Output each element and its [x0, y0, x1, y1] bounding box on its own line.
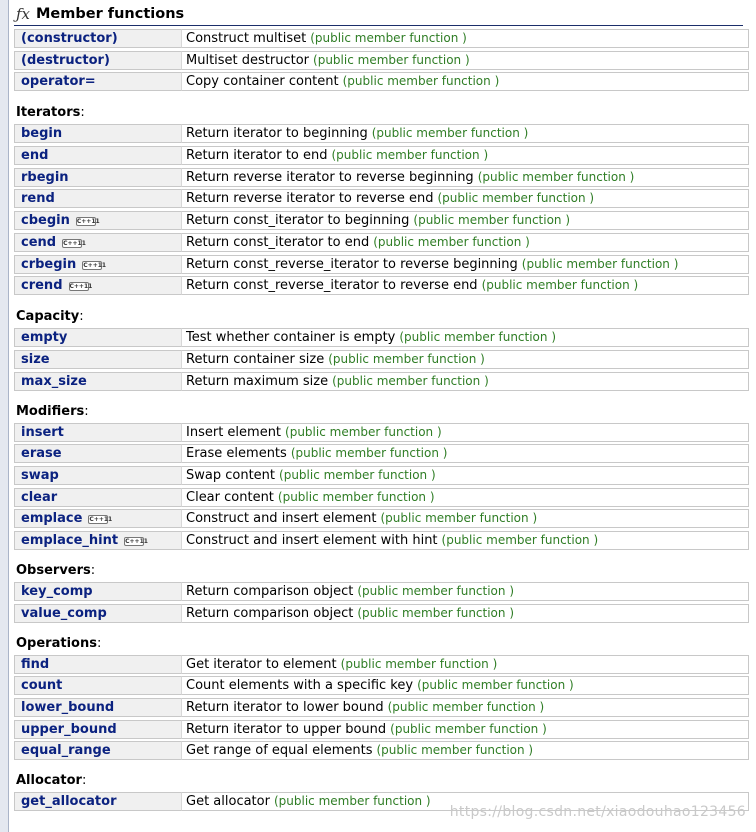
- group-title-text: Modifiers: [16, 403, 85, 419]
- description-text: Return iterator to lower bound: [186, 700, 384, 716]
- function-name-text[interactable]: erase: [21, 446, 62, 462]
- function-name-link[interactable]: [14, 509, 181, 528]
- function-name-text[interactable]: begin: [21, 126, 63, 142]
- group-iterators: [14, 105, 749, 295]
- group-title: [16, 563, 749, 579]
- cpp11-badge-icon: C++11: [69, 283, 93, 291]
- function-name-link[interactable]: [14, 168, 181, 187]
- public-member-function-tag: (public member function ): [417, 678, 574, 693]
- function-name-link[interactable]: [14, 604, 181, 623]
- public-member-function-tag: (public member function ): [413, 213, 571, 228]
- function-description: [181, 720, 749, 739]
- group-title-colon: :: [80, 105, 85, 121]
- function-name-link[interactable]: [14, 146, 181, 165]
- function-name-link[interactable]: [14, 444, 181, 463]
- public-member-function-tag: (public member function ): [342, 74, 500, 89]
- group-capacity: [14, 309, 749, 390]
- member-functions-table: [14, 29, 749, 814]
- group-title: [16, 773, 749, 789]
- group-title-text: Allocator: [16, 773, 82, 789]
- group-title-colon: :: [79, 309, 84, 325]
- function-name-text[interactable]: equal_range: [21, 743, 111, 759]
- public-member-function-tag: (public member function ): [340, 656, 498, 671]
- public-member-function-tag: (public member function ): [380, 511, 538, 526]
- function-name-link[interactable]: [14, 655, 181, 674]
- function-name-link[interactable]: [14, 29, 181, 48]
- description-text: Return comparison object: [186, 605, 354, 621]
- description-text: Return reverse iterator to reverse end: [186, 191, 434, 207]
- function-name-text[interactable]: lower_bound: [21, 700, 115, 716]
- table-row: [14, 466, 749, 485]
- table-row: [14, 328, 749, 347]
- function-name-link[interactable]: [14, 423, 181, 442]
- cpp11-badge-icon: C++11: [125, 538, 148, 545]
- function-name-link[interactable]: [14, 582, 181, 601]
- group-title-colon: :: [81, 773, 87, 789]
- function-name-text[interactable]: operator=: [21, 74, 96, 90]
- public-member-function-tag: (public member function ): [357, 584, 515, 598]
- public-member-function-tag: (public member function ): [390, 721, 547, 736]
- description-text: Test whether container is empty: [186, 330, 396, 346]
- function-description: [181, 233, 749, 252]
- description-text: Return iterator to end: [186, 148, 328, 164]
- function-name-text[interactable]: key_comp: [21, 584, 93, 599]
- function-description: [181, 676, 749, 695]
- function-description: [181, 189, 749, 208]
- table-row: [14, 604, 749, 623]
- fx-icon: ƒx: [16, 5, 31, 23]
- table-row: [14, 444, 749, 463]
- description-text: Count elements with a specific key: [186, 678, 414, 694]
- table-row: [14, 211, 749, 230]
- table-row: [14, 676, 749, 695]
- public-member-function-tag: (public member function ): [376, 743, 534, 758]
- function-name-link[interactable]: [14, 255, 181, 274]
- table-row: [14, 509, 749, 528]
- function-description: [181, 146, 749, 165]
- function-description: [181, 328, 749, 347]
- function-name-text[interactable]: crbegin: [21, 256, 77, 272]
- function-name-link[interactable]: [14, 233, 181, 252]
- table-row: [14, 531, 749, 550]
- description-text: Return const_iterator to end: [186, 234, 370, 250]
- table-row: [14, 255, 749, 274]
- function-name-link[interactable]: [14, 466, 181, 485]
- function-description: [181, 168, 749, 187]
- function-name-text[interactable]: (constructor): [21, 31, 118, 46]
- public-member-function-tag: (public member function ): [310, 31, 467, 45]
- description-text: Return comparison object: [186, 584, 354, 599]
- description-text: Multiset destructor: [186, 52, 310, 68]
- public-member-function-tag: (public member function ): [481, 278, 639, 293]
- function-description: [181, 741, 749, 760]
- public-member-function-tag: (public member function ): [387, 700, 545, 715]
- description-text: Return const_iterator to beginning: [186, 213, 410, 229]
- table-row: [14, 582, 749, 601]
- function-description: [181, 582, 749, 601]
- function-name-link[interactable]: [14, 676, 181, 695]
- function-name-text[interactable]: swap: [21, 467, 59, 483]
- description-text: Return const_reverse_iterator to reverse beginning: [186, 256, 518, 272]
- cpp11-badge-icon: C++11: [89, 516, 113, 524]
- group-title-text: Operations: [16, 635, 97, 651]
- public-member-function-tag: (public member function ): [279, 467, 436, 482]
- public-member-function-tag: (public member function ): [331, 148, 489, 163]
- function-description: [181, 29, 749, 48]
- public-member-function-tag: (public member function ): [437, 191, 595, 206]
- public-member-function-tag: (public member function ): [313, 52, 470, 67]
- group-observers: [14, 563, 749, 623]
- table-row: [14, 72, 749, 91]
- function-description: [181, 276, 749, 295]
- function-name-text[interactable]: size: [21, 351, 50, 367]
- table-row: [14, 189, 749, 208]
- public-member-function-tag: (public member function ): [373, 234, 530, 249]
- function-description: [181, 255, 749, 274]
- table-row: [14, 720, 749, 739]
- group-title: [16, 636, 749, 652]
- description-text: Construct and insert element with hint: [186, 533, 438, 548]
- function-description: [181, 423, 749, 442]
- function-description: [181, 604, 749, 623]
- function-name-link[interactable]: [14, 372, 181, 391]
- function-description: [181, 72, 749, 91]
- function-description: [181, 509, 749, 528]
- group-title-text: Observers: [16, 563, 91, 578]
- function-name-text[interactable]: value_comp: [21, 605, 107, 621]
- function-description: [181, 51, 749, 70]
- function-name-link[interactable]: [14, 698, 181, 717]
- cpp11-badge-icon: C++11: [63, 239, 86, 247]
- public-member-function-tag: (public member function ): [521, 256, 679, 271]
- description-text: Get iterator to element: [186, 656, 337, 672]
- description-text: Get range of equal elements: [186, 743, 373, 759]
- group-title-text: Capacity: [16, 309, 80, 325]
- section-header: [14, 4, 743, 26]
- description-text: Clear content: [186, 489, 274, 505]
- function-name-link[interactable]: [14, 350, 181, 369]
- function-name-link[interactable]: [14, 792, 181, 811]
- group-title-text: Iterators: [16, 105, 81, 121]
- function-name-link[interactable]: [14, 211, 181, 230]
- public-member-function-tag: (public member function ): [285, 424, 442, 439]
- function-description: [181, 488, 749, 507]
- description-text: Copy container content: [186, 74, 339, 90]
- function-name-text[interactable]: crend: [21, 278, 63, 294]
- table-row: [14, 372, 749, 391]
- function-name-link[interactable]: [14, 720, 181, 739]
- function-name-text[interactable]: cbegin: [21, 213, 70, 229]
- function-description: [181, 124, 749, 143]
- public-member-function-tag: (public member function ): [357, 605, 515, 620]
- description-text: Erase elements: [186, 446, 287, 462]
- function-name-link[interactable]: [14, 531, 181, 550]
- description-text: Return reverse iterator to reverse beginning: [186, 169, 474, 185]
- function-description: [181, 350, 749, 369]
- function-name-link[interactable]: [14, 51, 181, 70]
- table-row: [14, 233, 749, 252]
- description-text: Construct and insert element: [186, 511, 377, 527]
- group-title: [16, 404, 749, 420]
- function-description: [181, 211, 749, 230]
- function-name-text[interactable]: count: [21, 678, 63, 694]
- table-row: [14, 146, 749, 165]
- description-text: Return iterator to upper bound: [186, 721, 387, 737]
- function-name-link[interactable]: [14, 124, 181, 143]
- function-name-text[interactable]: (destructor): [21, 52, 110, 68]
- group-operations: [14, 636, 749, 761]
- table-row: [14, 741, 749, 760]
- function-name-link[interactable]: [14, 741, 181, 760]
- function-name-text[interactable]: end: [21, 148, 49, 164]
- left-border-rule: [0, 0, 9, 832]
- group-title-colon: :: [90, 563, 96, 578]
- description-text: Insert element: [186, 424, 282, 440]
- watermark: https://blog.csdn.net/xiaodouhao123456: [449, 804, 746, 820]
- public-member-function-tag: (public member function ): [371, 126, 529, 141]
- function-name-text[interactable]: empty: [21, 330, 68, 346]
- function-name-text[interactable]: emplace: [21, 511, 83, 527]
- function-description: [181, 444, 749, 463]
- function-name-text[interactable]: max_size: [21, 373, 87, 389]
- function-description: [181, 531, 749, 550]
- description-text: Get allocator: [186, 794, 270, 810]
- function-description: [181, 698, 749, 717]
- table-row: [14, 276, 749, 295]
- function-name-text[interactable]: emplace_hint: [21, 533, 119, 548]
- function-name-text[interactable]: rbegin: [21, 169, 69, 185]
- description-text: Construct multiset: [186, 31, 307, 46]
- public-member-function-tag: (public member function ): [441, 533, 599, 547]
- table-row: [14, 350, 749, 369]
- function-name-text[interactable]: get_allocator: [21, 794, 117, 810]
- function-description: [181, 466, 749, 485]
- table-row: [14, 423, 749, 442]
- public-member-function-tag: (public member function ): [332, 373, 489, 388]
- function-name-link[interactable]: [14, 189, 181, 208]
- function-name-text[interactable]: clear: [21, 489, 58, 505]
- function-name-text[interactable]: find: [21, 656, 50, 672]
- function-name-link[interactable]: [14, 488, 181, 507]
- cpp11-badge-icon: C++11: [83, 261, 107, 269]
- section-title: Member functions: [36, 6, 185, 22]
- function-name-text[interactable]: insert: [21, 424, 64, 440]
- public-member-function-tag: (public member function ): [290, 446, 448, 461]
- group-title: [16, 105, 749, 121]
- table-row: [14, 698, 749, 717]
- public-member-function-tag: (public member function ): [277, 489, 435, 504]
- function-name-link[interactable]: [14, 72, 181, 91]
- table-row: [14, 488, 749, 507]
- table-row: [14, 655, 749, 674]
- public-member-function-tag: (public member function ): [477, 169, 635, 184]
- group-modifiers: [14, 404, 749, 550]
- function-name-text[interactable]: cend: [21, 234, 57, 250]
- description-text: Return maximum size: [186, 373, 329, 389]
- description-text: Return const_reverse_iterator to reverse end: [186, 278, 478, 294]
- public-member-function-tag: (public member function ): [328, 351, 485, 366]
- function-name-text[interactable]: rend: [21, 191, 55, 207]
- group-title: [16, 309, 749, 325]
- group-title-colon: :: [84, 403, 89, 419]
- group-lifecycle: [14, 29, 749, 91]
- function-description: [181, 372, 749, 391]
- function-name-link[interactable]: [14, 276, 181, 295]
- function-name-text[interactable]: upper_bound: [21, 721, 117, 737]
- function-name-link[interactable]: [14, 328, 181, 347]
- public-member-function-tag: (public member function ): [273, 794, 431, 809]
- description-text: Swap content: [186, 467, 276, 483]
- cpp11-badge-icon: C++11: [76, 218, 100, 226]
- public-member-function-tag: (public member function ): [399, 330, 557, 345]
- table-row: [14, 51, 749, 70]
- table-row: [14, 29, 749, 48]
- description-text: Return iterator to beginning: [186, 126, 368, 142]
- description-text: Return container size: [186, 351, 325, 367]
- table-row: [14, 168, 749, 187]
- table-row: [14, 124, 749, 143]
- group-title-colon: :: [96, 635, 102, 651]
- function-description: [181, 655, 749, 674]
